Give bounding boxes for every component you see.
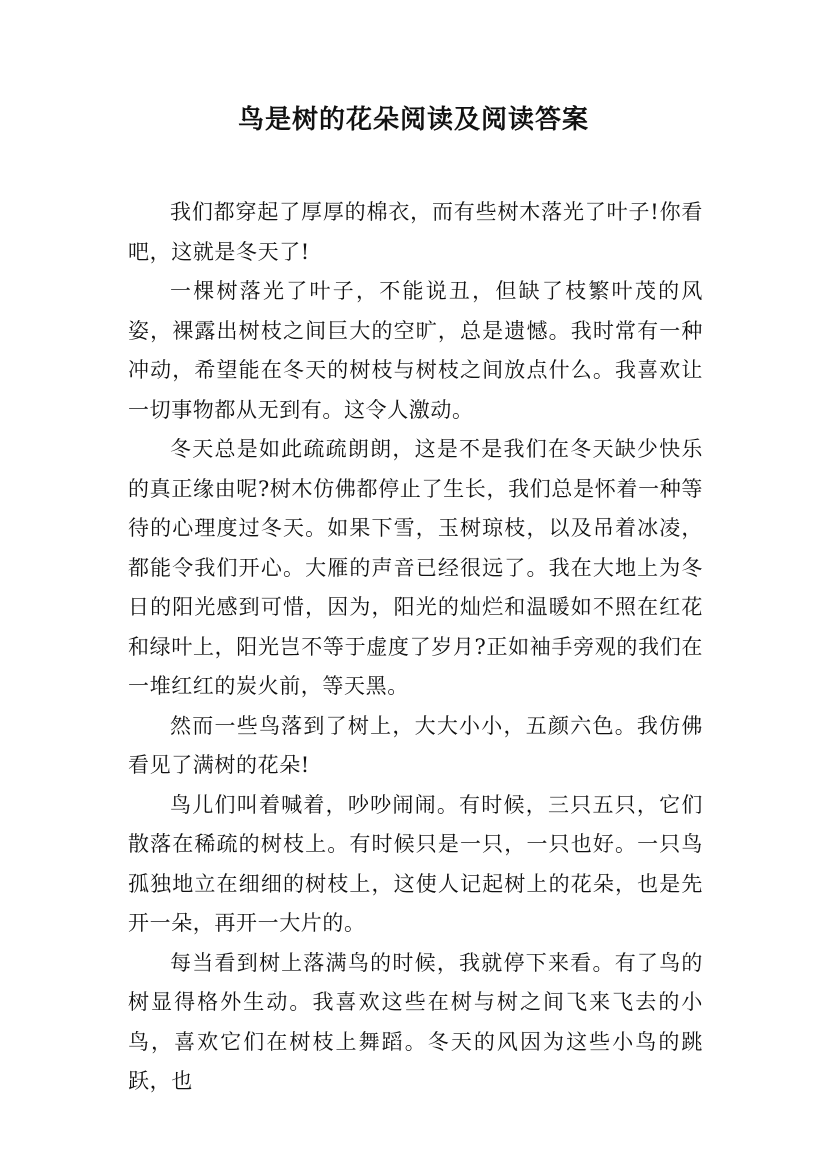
paragraph-6: 每当看到树上落满鸟的时候，我就停下来看。有了鸟的树显得格外生动。我喜欢这些在树与树之间飞来飞去的小鸟，喜欢它们在树枝上舞蹈。冬天的风因为这些小鸟的跳跃，也 xyxy=(128,950,703,1093)
paragraph-1: 我们都穿起了厚厚的棉衣，而有些树木落光了叶子!你看吧，这就是冬天了! xyxy=(128,200,703,264)
paragraph-3: 冬天总是如此疏疏朗朗，这是不是我们在冬天缺少快乐的真正缘由呢?树木仿佛都停止了生长，我们总是怀着一种等待的心理度过冬天。如果下雪，玉树琼枝，以及吊着冰凌，都能令我们开心。大雁的声音已经很远了。我在大地上为冬日的阳光感到可惜，因为，阳光的灿烂和温暖如不照在红花和绿叶上，阳光岂不等于虚度了岁月?正如袖手旁观的我们在一堆红红的炭火前，等天黑。 xyxy=(128,437,703,698)
document-body xyxy=(128,193,703,1102)
paragraph-5: 鸟儿们叫着喊着，吵吵闹闹。有时候，三只五只，它们散落在稀疏的树枝上。有时候只是一只，一只也好。一只鸟孤独地立在细细的树枝上，这使人记起树上的花朵，也是先开一朵，再开一大片的。 xyxy=(128,792,703,935)
paragraph-2: 一棵树落光了叶子，不能说丑，但缺了枝繁叶茂的风姿，裸露出树枝之间巨大的空旷，总是遗憾。我时常有一种冲动，希望能在冬天的树枝与树枝之间放点什么。我喜欢让一切事物都从无到有。这令人激动。 xyxy=(128,279,703,422)
document-title: 鸟是树的花朵阅读及阅读答案 xyxy=(237,105,589,135)
paragraph-4: 然而一些鸟落到了树上，大大小小，五颜六色。我仿佛看见了满树的花朵! xyxy=(128,713,703,777)
